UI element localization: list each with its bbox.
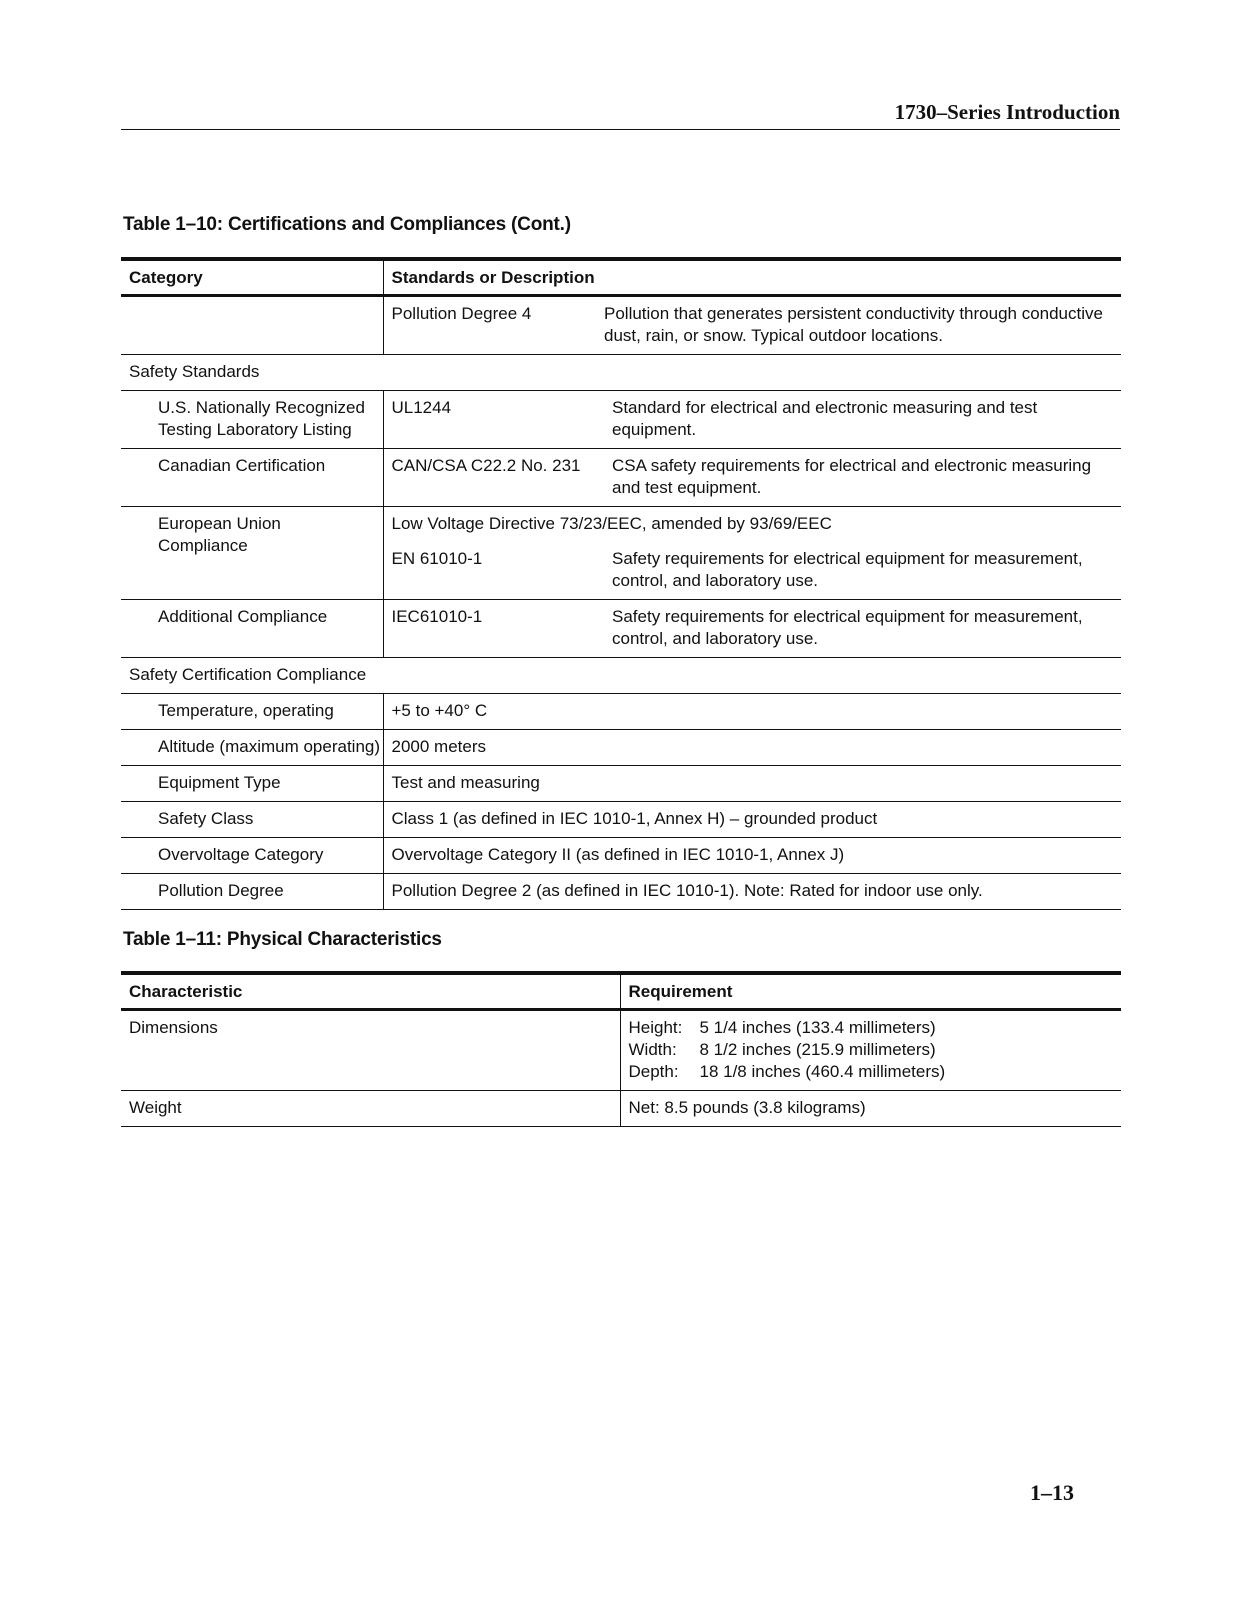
cell-requirement bbox=[620, 1010, 1121, 1091]
cell-std: EN 61010-1 bbox=[391, 549, 483, 568]
cell-category: Temperature, operating bbox=[121, 694, 383, 730]
section-safety-standards: Safety Standards bbox=[129, 362, 260, 381]
cell-category: Altitude (maximum operating) bbox=[121, 730, 383, 766]
cell-empty bbox=[121, 296, 383, 355]
cell-desc: Safety requirements for electrical equipment for measurement, control, and laboratory use. bbox=[612, 607, 1083, 648]
section-row bbox=[121, 355, 1121, 391]
table-1-10-title: Table 1–10: Certifications and Compliances (Cont.) bbox=[123, 214, 571, 235]
cell-category: Overvoltage Category bbox=[121, 838, 383, 874]
cell-value: Pollution Degree 2 (as defined in IEC 1010-1). Note: Rated for indoor use only. bbox=[391, 881, 983, 900]
cell-category: European Union Compliance bbox=[121, 507, 383, 600]
page-number: 1–13 bbox=[1030, 1480, 1074, 1505]
dim-height-label: Height: bbox=[628, 1018, 683, 1037]
cell-characteristic: Dimensions bbox=[121, 1010, 620, 1091]
cell-std: UL1244 bbox=[391, 398, 452, 417]
table-row bbox=[121, 802, 1121, 838]
table-row bbox=[121, 600, 1121, 658]
table-header-row bbox=[121, 259, 1121, 296]
table-row bbox=[121, 838, 1121, 874]
dim-width-value: 8 1/2 inches (215.9 millimeters) bbox=[699, 1040, 936, 1059]
table-row bbox=[121, 694, 1121, 730]
table-row bbox=[121, 1010, 1121, 1091]
cell-std: CAN/CSA C22.2 No. 231 bbox=[391, 456, 581, 475]
cell-std: IEC61010-1 bbox=[391, 607, 483, 626]
table-row bbox=[121, 1091, 1121, 1127]
cell-category: Additional Compliance bbox=[121, 600, 383, 658]
cell-value: Test and measuring bbox=[391, 773, 540, 792]
table-row bbox=[121, 296, 1121, 355]
cell-value: Class 1 (as defined in IEC 1010-1, Annex H) – grounded product bbox=[391, 809, 878, 828]
dim-width-label: Width: bbox=[628, 1040, 677, 1059]
cell-value: Overvoltage Category II (as defined in IEC 1010-1, Annex J) bbox=[391, 845, 845, 864]
dim-height-value: 5 1/4 inches (133.4 millimeters) bbox=[699, 1018, 936, 1037]
col-header-requirement: Requirement bbox=[620, 973, 1121, 1010]
dim-depth-value: 18 1/8 inches (460.4 millimeters) bbox=[699, 1062, 946, 1081]
table-row bbox=[121, 449, 1121, 507]
table-header-row bbox=[121, 973, 1121, 1010]
cell-category: U.S. Nationally Recognized Testing Laboratory Listing bbox=[121, 391, 383, 449]
table-row bbox=[121, 874, 1121, 910]
cell-category: Equipment Type bbox=[121, 766, 383, 802]
cell-desc: Pollution that generates persistent conductivity through conductive dust, rain, or snow. Typical outdoor locations. bbox=[604, 304, 1103, 345]
table-row bbox=[121, 507, 1121, 543]
col-header-category: Category bbox=[121, 259, 383, 296]
cell-characteristic: Weight bbox=[121, 1091, 620, 1127]
cell-category: Safety Class bbox=[121, 802, 383, 838]
col-header-standards: Standards or Description bbox=[383, 259, 1121, 296]
cell-directive: Low Voltage Directive 73/23/EEC, amended by 93/69/EEC bbox=[391, 514, 832, 533]
cell-std: Pollution Degree 4 bbox=[391, 304, 532, 323]
cell-value: +5 to +40° C bbox=[391, 701, 488, 720]
section-row bbox=[121, 658, 1121, 694]
table-row bbox=[121, 391, 1121, 449]
cell-desc: Safety requirements for electrical equipment for measurement, control, and laboratory use. bbox=[612, 549, 1083, 590]
cell-desc: Standard for electrical and electronic measuring and test equipment. bbox=[612, 398, 1038, 439]
certifications-table bbox=[121, 257, 1121, 910]
cell-desc: CSA safety requirements for electrical and electronic measuring and test equipment. bbox=[612, 456, 1092, 497]
table-row bbox=[121, 730, 1121, 766]
physical-characteristics-table bbox=[121, 971, 1121, 1127]
table-1-11-title: Table 1–11: Physical Characteristics bbox=[123, 929, 442, 950]
col-header-characteristic: Characteristic bbox=[121, 973, 620, 1010]
table-row bbox=[121, 766, 1121, 802]
cell-category: Pollution Degree bbox=[121, 874, 383, 910]
cell-value: 2000 meters bbox=[391, 737, 486, 756]
cell-requirement: Net: 8.5 pounds (3.8 kilograms) bbox=[628, 1098, 866, 1117]
dim-depth-label: Depth: bbox=[628, 1062, 679, 1081]
cell-category: Canadian Certification bbox=[121, 449, 383, 507]
section-safety-cert: Safety Certification Compliance bbox=[129, 665, 367, 684]
running-head: 1730–Series Introduction bbox=[121, 100, 1120, 130]
